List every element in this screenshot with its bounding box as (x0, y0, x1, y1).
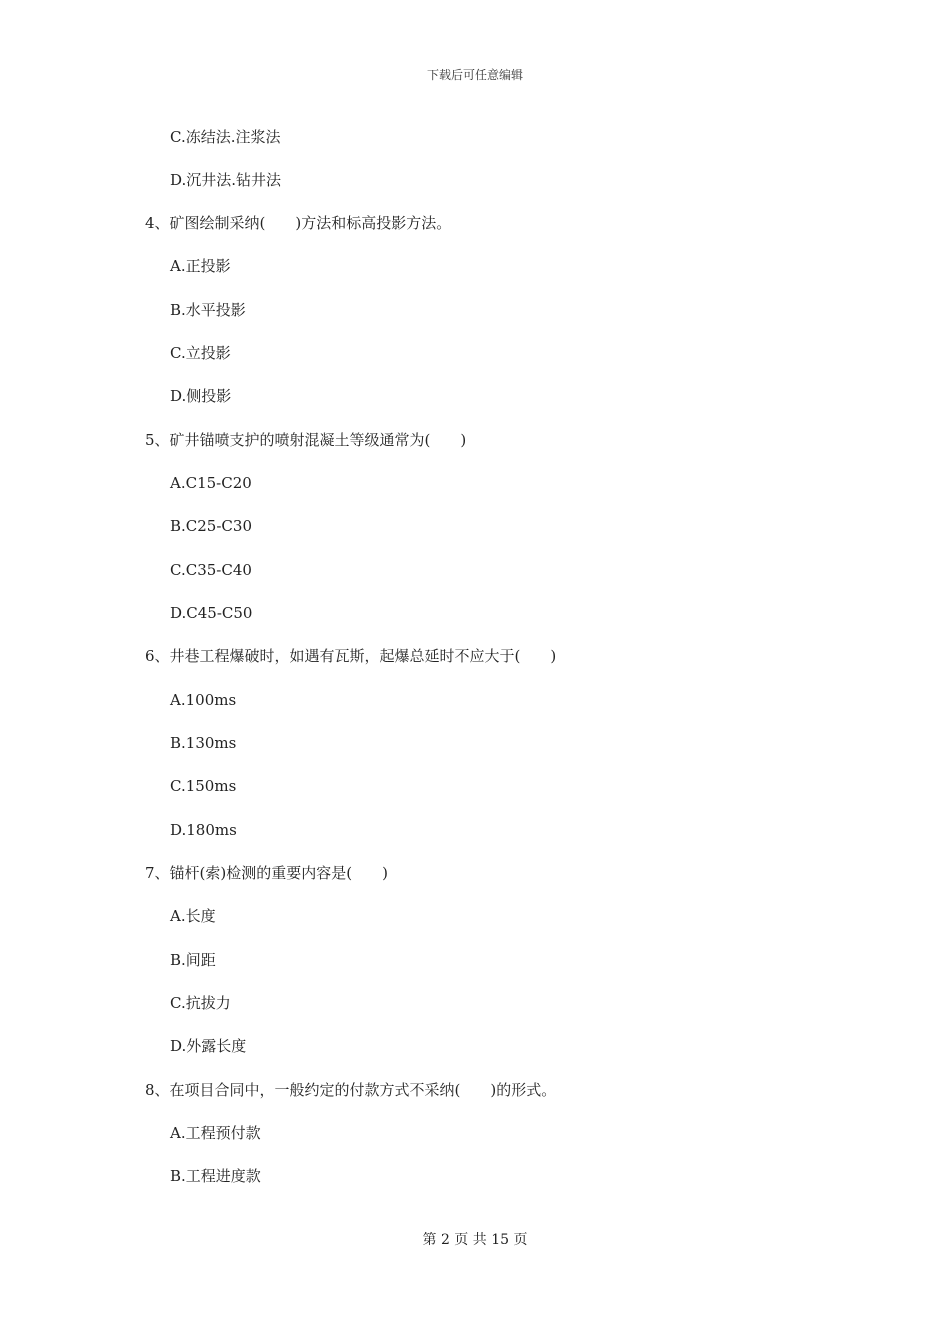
option-line: D.C45-C50 (170, 604, 253, 622)
option-line: B.C25-C30 (170, 517, 252, 535)
page-header: 下载后可任意编辑 (426, 68, 523, 82)
question-line: 5、矿井锚喷支护的喷射混凝土等级通常为( ) (145, 431, 467, 449)
option-line: C.C35-C40 (170, 561, 252, 579)
question-line: 4、矿图绘制采纳( )方法和标高投影方法。 (145, 214, 452, 232)
option-line: D.180ms (170, 821, 237, 839)
option-line: B.间距 (170, 951, 216, 969)
question-line: 8、在项目合同中，一般约定的付款方式不采纳( )的形式。 (145, 1081, 557, 1099)
option-line: C.立投影 (170, 344, 231, 362)
option-line: B.水平投影 (170, 301, 246, 319)
option-line: A.C15-C20 (170, 474, 252, 492)
question-line: 7、锚杆(索)检测的重要内容是( ) (145, 864, 388, 882)
option-line: B.130ms (170, 734, 237, 752)
option-line: C.冻结法.注浆法 (170, 128, 281, 146)
option-line: C.抗拔力 (170, 994, 231, 1012)
option-line: D.侧投影 (170, 387, 232, 405)
option-line: A.100ms (170, 691, 237, 709)
question-line: 6、井巷工程爆破时，如遇有瓦斯，起爆总延时不应大于( ) (145, 647, 557, 665)
option-line: A.工程预付款 (170, 1124, 261, 1142)
page-footer: 第 2 页 共 15 页 (422, 1232, 528, 1248)
option-line: A.正投影 (170, 257, 231, 275)
option-line: B.工程进度款 (170, 1167, 261, 1185)
option-line: D.沉井法.钻井法 (170, 171, 282, 189)
option-line: C.150ms (170, 777, 237, 795)
option-line: A.长度 (170, 907, 216, 925)
option-line: D.外露长度 (170, 1037, 247, 1055)
